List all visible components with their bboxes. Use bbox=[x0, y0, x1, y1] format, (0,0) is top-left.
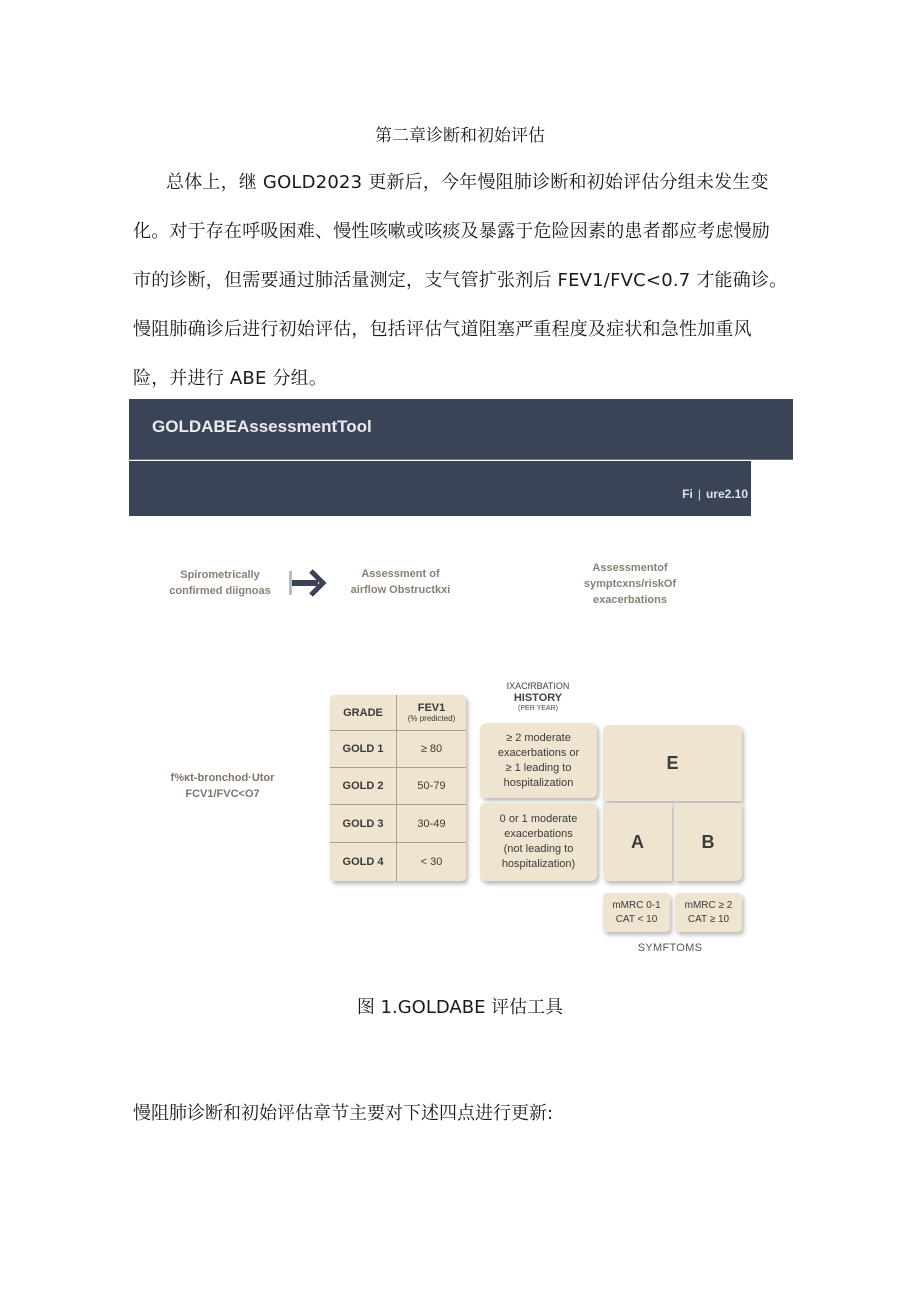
post-bronchodilator-criterion bbox=[150, 770, 295, 802]
chapter-title: 第二章诊断和初始评估 bbox=[375, 126, 545, 146]
figure-caption: 图 1.GOLDABE 评估工具 bbox=[356, 997, 564, 1018]
group-a-cell: A bbox=[603, 803, 672, 881]
history-text: exacerbations or bbox=[497, 746, 580, 759]
fev1-cell: < 30 bbox=[420, 856, 443, 868]
symptoms-text: CAT ≥ 10 bbox=[687, 913, 730, 925]
symptoms-text: mMRC ≥ 2 bbox=[684, 899, 733, 911]
grade-cell: GOLD 3 bbox=[330, 805, 397, 842]
history-title: HISTORY bbox=[513, 692, 563, 704]
history-text: 0 or 1 moderate bbox=[499, 813, 578, 825]
figure-ref-left: Fi bbox=[682, 487, 693, 501]
history-text: ≥ 2 moderate bbox=[506, 731, 571, 744]
gold-grade-table bbox=[330, 695, 466, 881]
symptoms-text: mMRC 0-1 bbox=[612, 899, 661, 911]
criterion-text: f%κt-bronchod·Utor bbox=[170, 772, 275, 784]
fev1-cell: 30-49 bbox=[417, 817, 446, 830]
table-header-row bbox=[330, 695, 466, 731]
grade-cell: GOLD 2 bbox=[330, 768, 397, 804]
history-text: hospitalization bbox=[503, 776, 574, 789]
figure-banner bbox=[129, 399, 793, 460]
symptoms-axis-label: SYMFTOMS bbox=[637, 942, 703, 954]
group-b-cell: B bbox=[674, 803, 742, 881]
history-text: hospitalization) bbox=[501, 858, 576, 870]
table-row bbox=[330, 805, 466, 843]
right-arrow-icon bbox=[289, 569, 333, 597]
grade-cell: GOLD 1 bbox=[330, 731, 397, 767]
group-e-cell: E bbox=[603, 725, 742, 801]
figure-ref-separator: | bbox=[697, 487, 701, 501]
step-text: exacerbations bbox=[593, 594, 667, 606]
step-text: Spirometrically bbox=[180, 569, 260, 581]
step-text: confirmed diignoas bbox=[169, 585, 271, 597]
history-text: (not leading to bbox=[503, 843, 574, 855]
table-row bbox=[330, 731, 466, 768]
figure-banner-title: GOLDABEAssessmentTool bbox=[152, 417, 372, 436]
header-fev1 bbox=[397, 695, 466, 730]
header-grade: GRADE bbox=[330, 695, 397, 730]
intro-paragraph: 总体上，继 GOLD2023 更新后，今年慢阻肺诊断和初始评估分组未发生变化。对于存在呼吸困难、慢性咳嗽或咳痰及暴露于危险因素的患者都应考虑慢励市的诊断，但需要通过肺活量测定，支气管扩张剂后 FEV1/FVC<0.7 才能确诊。慢阻肺确诊后进行初始评估，包括评估气道阻塞严重程度及症状和急性加重风险，并进行 ABE 分组。 bbox=[133, 172, 788, 389]
figure-ref-right: ure2.10 bbox=[705, 487, 748, 501]
step-airflow bbox=[338, 566, 463, 598]
history-high-risk-box bbox=[480, 723, 597, 798]
table-row bbox=[330, 843, 466, 881]
exacerbation-history-title bbox=[478, 681, 598, 712]
step-text: airflow Obstructkxi bbox=[350, 584, 451, 596]
history-text: exacerbations bbox=[504, 828, 573, 840]
closing-sentence: 慢阻肺诊断和初始评估章节主要对下述四点进行更新: bbox=[133, 1103, 554, 1124]
symptoms-high-box bbox=[675, 893, 742, 932]
history-low-risk-box bbox=[480, 803, 597, 881]
figure-banner-lower bbox=[129, 461, 751, 516]
table-row bbox=[330, 768, 466, 805]
symptoms-text: CAT < 10 bbox=[615, 913, 658, 925]
grade-cell: GOLD 4 bbox=[330, 843, 397, 881]
step-text: symptcxns/riskOf bbox=[583, 578, 677, 590]
fev1-cell: ≥ 80 bbox=[420, 743, 443, 755]
symptoms-low-box bbox=[603, 893, 670, 932]
step-text: Assessmentof bbox=[592, 562, 668, 574]
figure-reference bbox=[682, 487, 748, 501]
criterion-text: FCV1/FVC<O7 bbox=[185, 788, 260, 800]
history-text: ≥ 1 leading to bbox=[505, 761, 572, 774]
step-symptoms-risk bbox=[565, 560, 695, 608]
header-fev1-label: FEV1 bbox=[417, 702, 446, 714]
header-fev1-sub: (% predicted) bbox=[407, 714, 456, 723]
fev1-cell: 50-79 bbox=[417, 780, 446, 792]
step-text: Assessment of bbox=[361, 568, 440, 580]
step-spirometry bbox=[155, 567, 285, 599]
history-pre-title: IXACfRBATION bbox=[506, 681, 570, 691]
history-subtitle: (PER YEAR) bbox=[518, 705, 558, 712]
